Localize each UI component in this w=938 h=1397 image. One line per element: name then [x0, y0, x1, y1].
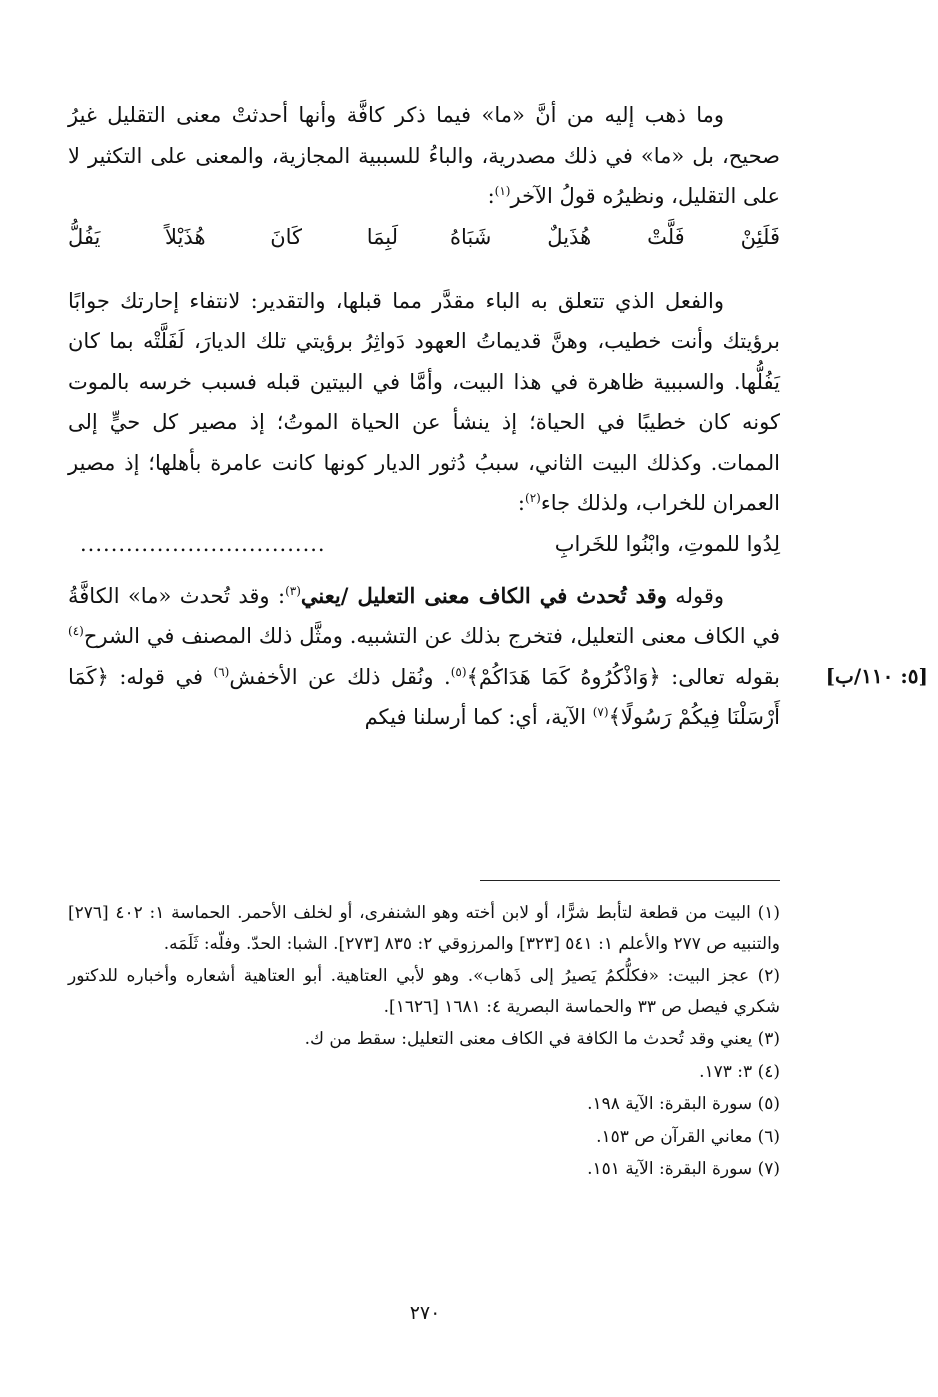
footnote-4: (٤) ٣: ١٧٣. — [699, 1061, 780, 1082]
footnote-ref-4[interactable]: (٤) — [68, 624, 84, 638]
footnote-5: (٥) سورة البقرة: الآية ١٩٨. — [587, 1094, 780, 1114]
quran-quote-1: بقوله تعالى: ﴿وَاذْكُرُوهُ كَمَا هَدَاكُمْ﴾ — [466, 664, 781, 689]
footnote-3: (٣) يعني وقد تُحدث ما الكافة في الكاف معنى التعليل: سقط من ك. — [304, 1029, 780, 1049]
paragraph-3-lead: وقوله — [666, 583, 724, 608]
verse-2 — [68, 524, 780, 576]
punctuation: : — [487, 184, 495, 208]
manuscript-folio-reference: [٥: ١١٠/ب] — [825, 664, 928, 688]
footnote-divider — [480, 880, 780, 881]
verse-2-ellipsis: ................................ — [80, 531, 326, 556]
paragraph-3-text-a: : وقد تُحدث «ما» الكافَّةُ في الكاف معنى التعليل، فتخرج بذلك عن التشبيه. ومثَّل ذلك المصنف في الشرح — [68, 583, 780, 648]
footnote-7: (٧) سورة البقرة: الآية ١٥١. — [587, 1159, 780, 1179]
verse-1-second-hemistich: لَبِمَا كَانَ هُذَيْلاً يَفُلُّ — [68, 224, 398, 249]
page-number: ٢٧٠ — [409, 1302, 441, 1324]
paragraph-1-text: وما ذهب إليه من أنَّ «ما» فيما ذكر كافَّة وأنها أحدثتْ معنى التقليل غيرُ صحيح، بل «ما» في ذلك مصدرية، والباءُ للسببية المجازية، والمعنى على التكثير لا على التقليل، ونظيرُه قولُ الآخر — [68, 103, 780, 208]
footnote-ref-3[interactable]: (٣) — [285, 583, 301, 598]
main-text — [68, 95, 780, 738]
matn-quote: وقد تُحدث في الكاف معنى التعليل — [357, 582, 667, 608]
punctuation: : — [517, 491, 525, 515]
footnote-6: (٦) معاني القرآن ص ١٥٣. — [596, 1126, 780, 1147]
verse-2-first-hemistich: لِدُوا للموتِ، وابْنُوا للخَرابِ — [554, 531, 780, 556]
matn-quote-tail: /يعني — [300, 582, 358, 608]
footnote-ref-6[interactable]: (٦) — [213, 664, 230, 679]
footnote-1: (١) البيت من قطعة لتأبط شرًّا، أو لابن أخته وهو الشنفرى، أو لخلف الأحمر. الحماسة ١: ٤٠٢ [٢٧٦] والتنبيه ص ٢٧٧ والأعلم ١: ٥٤١ [٣٢٣] والمرزوقي ٢: ٨٣٥ [٢٧٣]. الشبا: الحدّ. وفلّه: ثَلَمَه. — [68, 903, 780, 954]
paragraph-2-text: والفعل الذي تتعلق به الباء مقدَّر مما قبلها، والتقدير: لانتفاء إحارتك جوابًا برؤيتك وأنت خطيب، وهنَّ قديماتُ العهود دَواثِرُ برؤيتي تلك الديارَ، لَفَلَّتْه بما كان يَفُلُّها. والسببية ظاهرة في هذا البيت، وأمَّا في البيتين قبله فسبب خرسه بالموت كونه كان خطيبًا في الحياة؛ إذ ينشأ عن الحياة الموتُ؛ إذ مصير كل حيٍّ إلى الممات. وكذلك البيت الثاني، سببُ دُثور الديار كونها كانت عامرة بأهلها؛ إذ مصير العمران للخراب، ولذلك جاء — [68, 288, 780, 515]
quran-quote-2: في قوله: ﴿كَمَا أَرْسَلْنَا فِيكُمْ رَسُولًا﴾ — [68, 664, 780, 729]
paragraph-2 — [68, 281, 780, 524]
footnote-ref-5[interactable]: (٥) — [450, 664, 467, 679]
paragraph-3-text-b: . ونُقل ذلك عن الأخفش — [229, 664, 451, 689]
paragraph-3 — [68, 576, 780, 738]
footnote-2: (٢) عجز البيت: «فكلُّكمُ يَصيرُ إلى ذَهاب». وهو لأبي العتاهية. أبو العتاهية أشعاره وأخباره للدكتور شكري فيصل ص ٣٣ والحماسة البصرية ٤: ١٦٨١ [١٦٢٦]. — [68, 966, 780, 1017]
footnotes — [68, 898, 780, 1187]
verse-1-first-hemistich: فَلَئِنْ فَلَّتْ هُذَيلٌ شَبَاهُ — [450, 224, 780, 249]
paragraph-1 — [68, 95, 780, 217]
paragraph-3-text-c: الآية، أي: كما أرسلنا فيكم — [364, 705, 593, 729]
footnote-ref-7[interactable]: (٧) — [592, 705, 609, 719]
footnote-ref-1[interactable]: (١) — [494, 184, 511, 198]
spacer — [68, 269, 780, 281]
verse-1 — [68, 217, 780, 269]
footnote-ref-2[interactable]: (٢) — [525, 491, 541, 505]
